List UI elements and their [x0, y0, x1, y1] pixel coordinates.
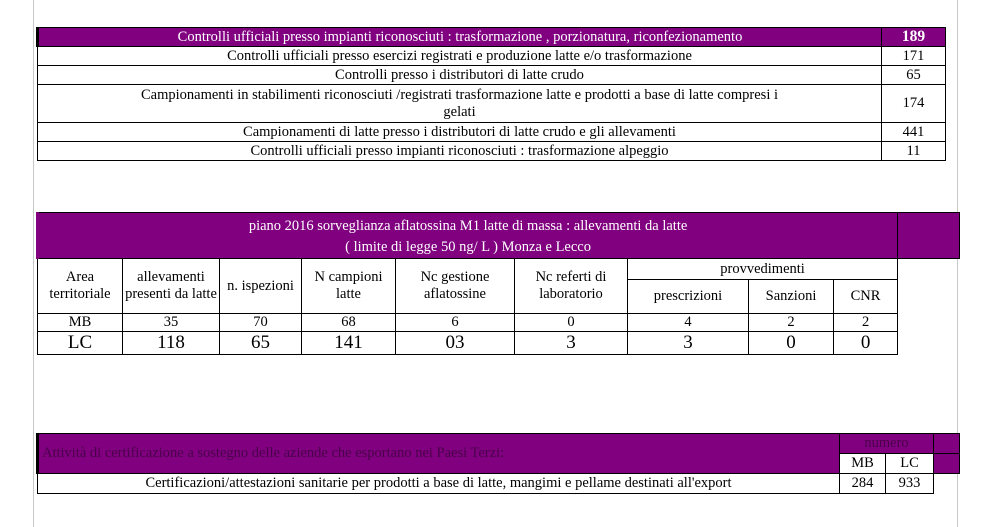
- row-label: Controlli ufficiali presso esercizi registrati e produzione latte e/o trasformazione: [38, 47, 882, 66]
- cell-campioni: 141: [302, 332, 396, 355]
- header-campioni: N campioni latte: [302, 259, 396, 314]
- table-row: [38, 85, 946, 123]
- controls-table: [36, 27, 946, 161]
- table-title: Attività di certificazione a sostegno delle aziende che esportano nei Paesi Terzi:: [38, 434, 840, 474]
- title-blank-cell: [898, 213, 960, 259]
- row-label: Campionamenti di latte presso i distributori di latte crudo e gli allevamenti: [38, 123, 882, 142]
- row-label: Controlli presso i distributori di latte crudo: [38, 66, 882, 85]
- cell-mb: 284: [840, 474, 886, 494]
- cell-area: MB: [38, 314, 123, 332]
- cell-referti: 3: [515, 332, 628, 355]
- row-value: 174: [882, 85, 946, 123]
- table-title-row: [38, 213, 960, 259]
- cell-prescrizioni: 3: [628, 332, 749, 355]
- header-numero: numero: [840, 434, 934, 454]
- header-lc: LC: [886, 454, 934, 474]
- header-blank-cell: [934, 434, 960, 454]
- aflatoxin-table: [36, 212, 960, 355]
- header-area: Area territoriale: [38, 259, 123, 314]
- row-value: 65: [882, 66, 946, 85]
- cell-area: LC: [38, 332, 123, 355]
- table-row: [38, 332, 960, 355]
- title-line-1: piano 2016 sorveglianza aflatossina M1 latte di massa : allevamenti da latte: [248, 217, 688, 234]
- cell-cnr: 2: [834, 314, 898, 332]
- cell-lc: 933: [886, 474, 934, 494]
- cell-prescrizioni: 4: [628, 314, 749, 332]
- cell-ispezioni: 65: [220, 332, 302, 355]
- cell-referti: 0: [515, 314, 628, 332]
- empty-cell: [934, 474, 960, 494]
- table-row: [38, 314, 960, 332]
- table-row: [38, 66, 946, 85]
- cell-sanzioni: 0: [749, 332, 834, 355]
- table-row: [38, 474, 960, 494]
- header-provvedimenti: provvedimenti: [628, 259, 898, 280]
- cell-cnr: 0: [834, 332, 898, 355]
- table-row: [38, 123, 946, 142]
- cell-allevamenti: 118: [123, 332, 220, 355]
- page-margin-guide-left: [33, 0, 34, 527]
- row-value: 171: [882, 47, 946, 66]
- cell-allevamenti: 35: [123, 314, 220, 332]
- row-label: Controlli ufficiali presso impianti riconosciuti : trasformazione , porzionatura, riconfezionamento: [38, 28, 882, 47]
- header-blank-cell: [934, 454, 960, 474]
- row-label: Controlli ufficiali presso impianti riconosciuti : trasformazione alpeggio: [38, 142, 882, 161]
- header-cnr: CNR: [834, 280, 898, 314]
- header-gestione: Nc gestione aflatossine: [396, 259, 515, 314]
- header-mb: MB: [840, 454, 886, 474]
- cell-gestione: 6: [396, 314, 515, 332]
- header-ispezioni: n. ispezioni: [220, 259, 302, 314]
- header-sanzioni: Sanzioni: [749, 280, 834, 314]
- cell-ispezioni: 70: [220, 314, 302, 332]
- row-label: Certificazioni/attestazioni sanitarie per prodotti a base di latte, mangimi e pellame destinati all'export: [38, 474, 840, 494]
- table-title-row: [38, 434, 960, 454]
- cell-gestione: 03: [396, 332, 515, 355]
- cell-sanzioni: 2: [749, 314, 834, 332]
- row-value: 11: [882, 142, 946, 161]
- table-row: [38, 142, 946, 161]
- header-prescrizioni: prescrizioni: [628, 280, 749, 314]
- row-label: Campionamenti in stabilimenti riconosciuti /registrati trasformazione latte e prodotti a base di latte compresi i gelati: [38, 85, 882, 123]
- header-referti: Nc referti di laboratorio: [515, 259, 628, 314]
- row-value: 441: [882, 123, 946, 142]
- certification-table: [36, 433, 960, 494]
- title-line-2: ( limite di legge 50 ng/ L ) Monza e Lecco: [345, 238, 591, 255]
- table-row: [38, 28, 946, 47]
- row-value: 189: [882, 28, 946, 47]
- table-row: [38, 47, 946, 66]
- header-allevamenti: allevamenti presenti da latte: [123, 259, 220, 314]
- header-row: [38, 259, 960, 280]
- table-title: [38, 213, 898, 259]
- cell-campioni: 68: [302, 314, 396, 332]
